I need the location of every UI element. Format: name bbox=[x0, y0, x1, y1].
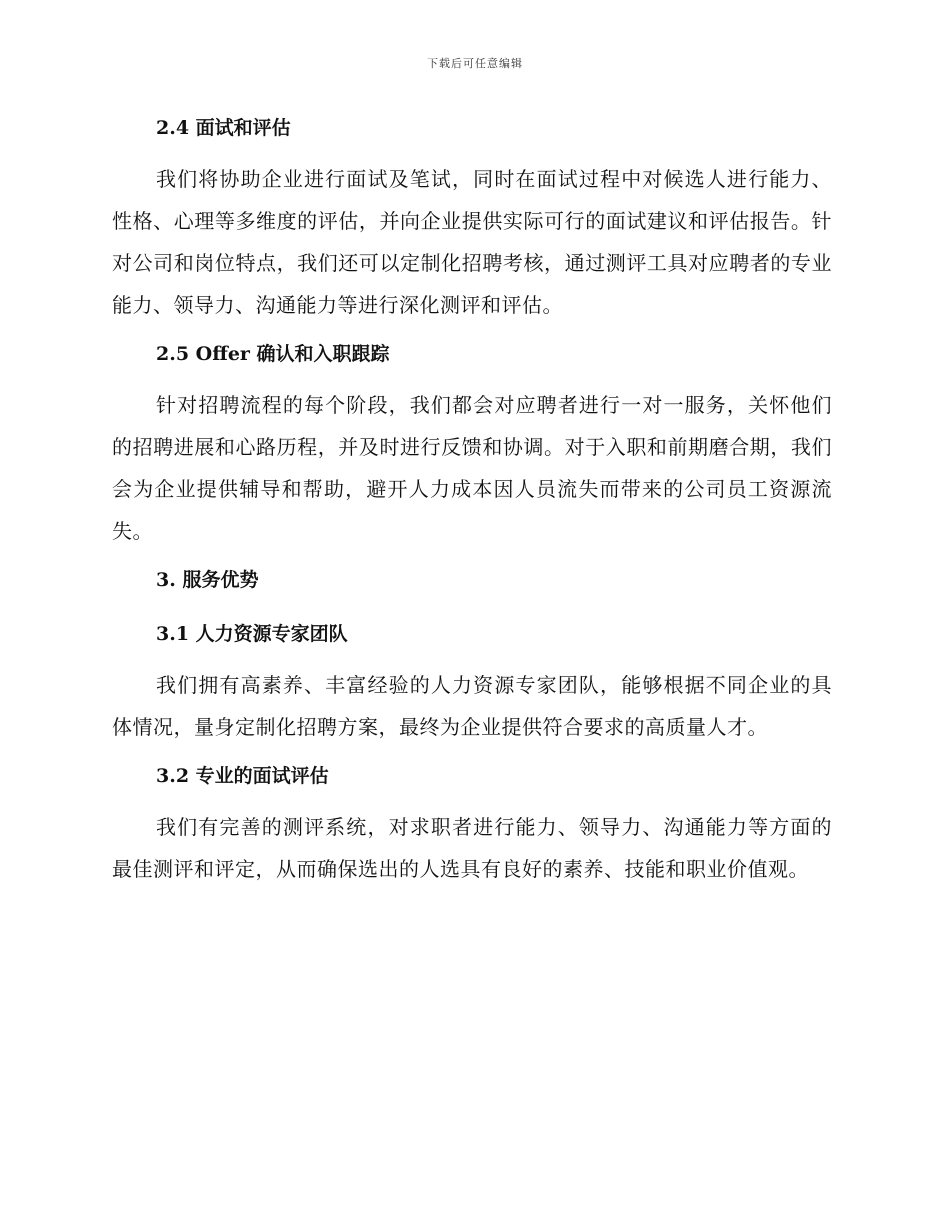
section-paragraph-2-4: 我们将协助企业进行面试及笔试，同时在面试过程中对候选人进行能力、性格、心理等多维度的评估，并向企业提供实际可行的面试建议和评估报告。针对公司和岗位特点，我们还可以定制化招聘考核，通过测评工具对应聘者的专业能力、领导力、沟通能力等进行深化测评和评估。 bbox=[112, 167, 832, 317]
header-note: 下载后可任意编辑 bbox=[427, 57, 523, 70]
section-paragraph-3-1: 我们拥有高素养、丰富经验的人力资源专家团队，能够根据不同企业的具体情况，量身定制化招聘方案，最终为企业提供符合要求的高质量人才。 bbox=[112, 673, 832, 739]
heading-spacer bbox=[112, 596, 832, 606]
section-heading-2-4: 2.4 面试和评估 bbox=[156, 117, 291, 139]
section-heading-3-1: 3.1 人力资源专家团队 bbox=[156, 623, 348, 645]
document-content bbox=[112, 112, 832, 902]
section-heading-3: 3. 服务优势 bbox=[156, 569, 259, 591]
section-heading-3-2: 3.2 专业的面试评估 bbox=[156, 765, 329, 787]
section-heading-2-5: 2.5 Offer 确认和入职跟踪 bbox=[156, 343, 390, 365]
section-paragraph-2-5: 针对招聘流程的每个阶段，我们都会对应聘者进行一对一服务，关怀他们的招聘进展和心路历程，并及时进行反馈和协调。对于入职和前期磨合期，我们会为企业提供辅导和帮助，避开人力成本因人员流失而带来的公司员工资源流失。 bbox=[112, 393, 832, 543]
section-paragraph-3-2: 我们有完善的测评系统，对求职者进行能力、领导力、沟通能力等方面的最佳测评和评定，从而确保选出的人选具有良好的素养、技能和职业价值观。 bbox=[112, 815, 832, 881]
